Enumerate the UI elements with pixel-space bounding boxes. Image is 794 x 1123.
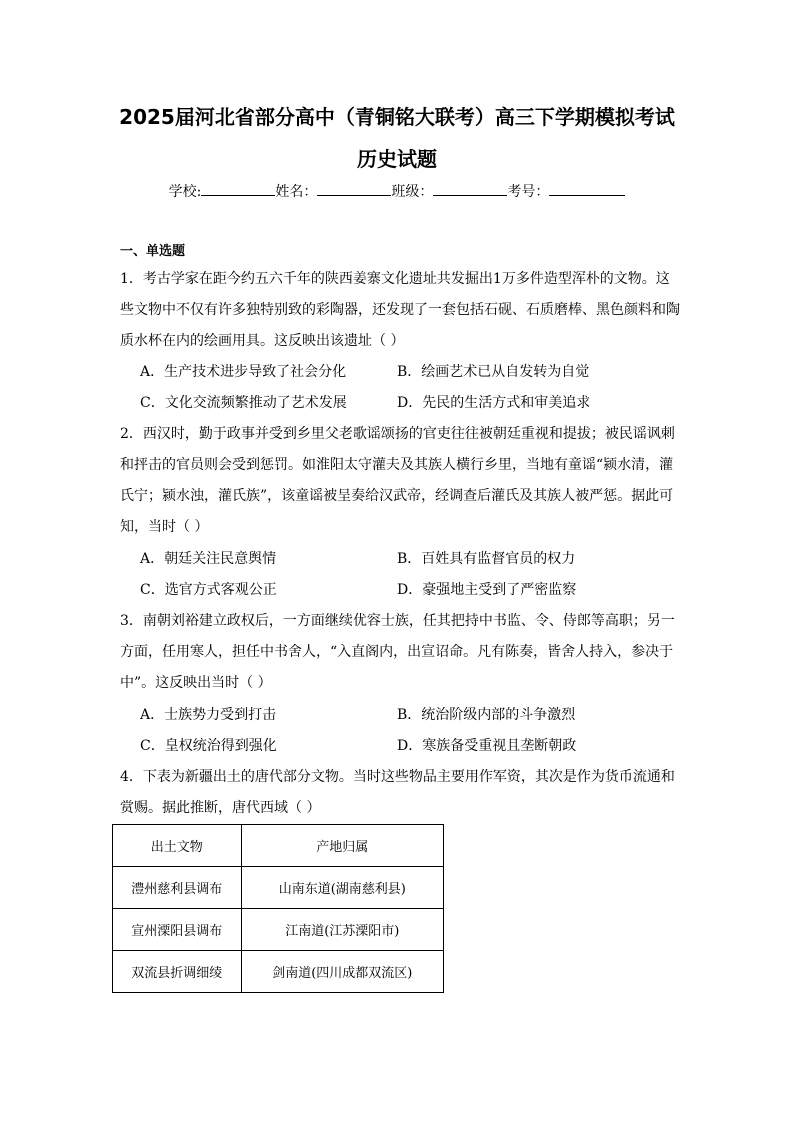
exam-no-blank[interactable] xyxy=(549,181,625,196)
exam-no-label: 考号： xyxy=(507,184,550,200)
question-2-option-b[interactable]: B．百姓具有监督官员的权力 xyxy=(397,551,576,567)
table-header-row xyxy=(113,825,444,867)
question-2 xyxy=(120,419,676,543)
question-1-option-c[interactable]: C．文化交流频繁推动了艺术发展 xyxy=(140,395,347,411)
question-2-line-1: 2．西汉时，勤于政事并受到乡里父老歌谣颂扬的官吏往往被朝廷重视和提拔；被民谣讽刺 xyxy=(120,426,675,442)
name-blank[interactable] xyxy=(317,181,391,196)
table-row xyxy=(113,867,444,909)
section-heading: 一、单选题 xyxy=(120,244,186,259)
school-blank[interactable] xyxy=(201,181,275,196)
question-2-option-c[interactable]: C．选官方式客观公正 xyxy=(140,582,277,598)
table-row xyxy=(113,951,444,993)
question-1-option-d[interactable]: D．先民的生活方式和审美追求 xyxy=(397,395,591,411)
table-cell: 山南东道(湖南慈利县) xyxy=(241,867,443,909)
relics-table xyxy=(112,824,444,993)
student-info-row xyxy=(0,181,794,202)
question-4-line-2: 赏赐。据此推断，唐代西域（ ） xyxy=(120,800,321,816)
name-label: 姓名： xyxy=(275,184,318,200)
question-2-option-a[interactable]: A．朝廷关注民意舆情 xyxy=(140,551,277,567)
question-2-line-3: 氏宁；颍水浊，灌氏族”，该童谣被呈奏给汉武帝，经调查后灌氏及其族人被严惩。据此可 xyxy=(120,488,674,504)
question-1-option-a[interactable]: A．生产技术进步导致了社会分化 xyxy=(140,364,347,380)
table-cell: 剑南道(四川成都双流区) xyxy=(241,951,443,993)
question-3 xyxy=(120,606,676,699)
question-3-option-d[interactable]: D．寒族备受重视且垄断朝政 xyxy=(397,738,577,754)
school-label: 学校: xyxy=(168,184,202,200)
exam-subtitle: 历史试题 xyxy=(357,147,437,171)
table-cell: 江南道(江苏溧阳市) xyxy=(241,909,443,951)
question-3-option-a[interactable]: A．士族势力受到打击 xyxy=(140,707,277,723)
table-row xyxy=(113,909,444,951)
class-blank[interactable] xyxy=(433,181,507,196)
question-2-line-2: 和抨击的官员则会受到惩罚。如淮阳太守灌夫及其族人横行乡里，当地有童谣“颍水清，灌 xyxy=(120,457,674,473)
question-3-line-2: 方面，任用寒人，担任中书舍人，“入直阁内，出宣诏命。凡有陈奏，皆舍人持入，参决于 xyxy=(120,644,674,660)
question-4 xyxy=(120,762,676,824)
question-2-option-d[interactable]: D．豪强地主受到了严密监察 xyxy=(397,582,577,598)
question-1 xyxy=(120,264,680,357)
question-3-option-c[interactable]: C．皇权统治得到强化 xyxy=(140,738,277,754)
question-1-line-1: 1．考古学家在距今约五六千年的陕西姜寨文化遗址共发掘出1万多件造型浑朴的文物。这 xyxy=(120,271,670,287)
table-header-cell: 产地归属 xyxy=(241,825,443,867)
question-3-option-b[interactable]: B．统治阶级内部的斗争激烈 xyxy=(397,707,576,723)
question-3-line-1: 3．南朝刘裕建立政权后，一方面继续优容士族，任其把持中书监、令、侍郎等高职；另一 xyxy=(120,613,675,629)
table-cell: 宣州溧阳县调布 xyxy=(113,909,242,951)
question-4-line-1: 4．下表为新疆出土的唐代部分文物。当时这些物品主要用作军资，其次是作为货币流通和 xyxy=(120,769,675,785)
class-label: 班级： xyxy=(391,184,434,200)
question-3-line-3: 中”。这反映出当时（ ） xyxy=(120,675,272,691)
question-1-option-b[interactable]: B．绘画艺术已从自发转为自觉 xyxy=(397,364,590,380)
table-cell: 双流县折调细绫 xyxy=(113,951,242,993)
exam-title: 2025届河北省部分高中（青铜铭大联考）高三下学期模拟考试 xyxy=(119,105,675,129)
table-cell: 澧州慈利县调布 xyxy=(113,867,242,909)
question-2-line-4: 知，当时（ ） xyxy=(120,519,209,535)
question-1-line-2: 些文物中不仅有许多独特别致的彩陶器，还发现了一套包括石砚、石质磨棒、黑色颜料和陶 xyxy=(120,302,680,318)
question-1-line-3: 质水杯在内的绘画用具。这反映出该遗址（ ） xyxy=(120,333,405,349)
table-header-cell: 出土文物 xyxy=(113,825,242,867)
